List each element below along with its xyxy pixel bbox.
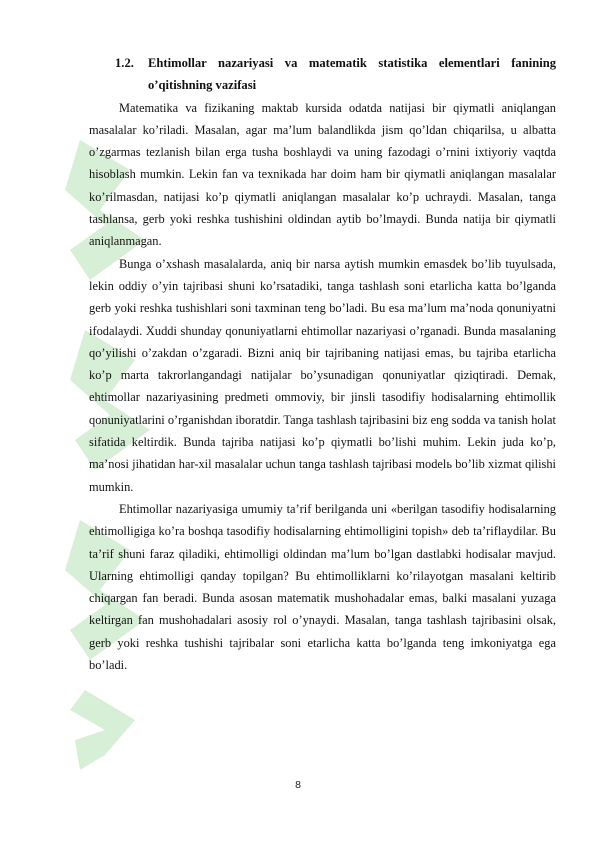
paragraph-2: Bunga o’xshash masalalarda, aniq bir narsa aytish mumkin emasdek bo’lib tuyulsada, lekin oddiy o’yin tajribasi shuni ko’rsatadiki, tanga tashlash soni etarlicha katta bo’lganda gerb yoki reshka tushishlari soni taxminan teng bo’ladi. Bu esa ma’lum ma’noda qonuniyatni ifodalaydi. Xuddi shunday qonuniyatlarni ehtimollar nazariyasi o’rganadi. Bunda masalaning qo’yilishi o’zakdan o’zgaradi. Bizni aniq bir tajribaning natijasi emas, bu tajriba etarlicha ko’p marta takrorlangandagi natijalar bo’ysunadigan qonuniyatlar qiziqtiradi. Demak, ehtimollar nazariyasining predmeti ommoviy, bir jinsli tasodifiy hodisalarning ehtimollik qonuniyatlarini o’rganishdan iboratdir. Tanga tashlash tajribasini biz eng sodda va tanish holat sifatida keltirdik. Bunda tajriba natijasi ko’p qiymatli bo’lishi muhim. Lekin juda ko’p, ma’nosi jihatidan har-xil masalalar uchun tanga tashlash tajribasi modelь bo’lib xizmat qilishi mumkin. <box>89 256 556 494</box>
paragraph-1: Matematika va fizikaning maktab kursida odatda natijasi bir qiymatli aniqlangan masalalar ko’riladi. Masalan, agar ma’lum balandlikda jism qo’ldan chiqarilsa, u albatta o’zgarmas tezlanish bilan erga tusha boshlaydi va uning fazodagi o’rnini ixtiyoriy vaqtda hisoblash mumkin. Lekin fan va texnikada har doim ham bir qiymatli aniqlangan masalalar ko’rilmasdan, natijasi ko’p qiymatli aniqlangan masalalar ko’p uchraydi. Masalan, tanga tashlansa, gerb yoki reshka tushishini oldindan aytib bo’lmaydi. Bunda natija bir qiymatli aniqlanmagan. <box>89 100 556 249</box>
section-title: Ehtimollar nazariyasi va matematik statistika elementlari fanining o’qitishning vazifasi <box>148 56 556 93</box>
paragraph-3: Ehtimollar nazariyasiga umumiy ta’rif berilganda uni «berilgan tasodifiy hodisalarning ehtimolligiga ko’ra boshqa tasodifiy hodisalarning ehtimolligini topish» deb ta’riflaydilar. Bu ta’rif shuni faraz qiladiki, ehtimolligi oldindan ma’lum bo’lgan dastlabki hodisalar mavjud. Ularning ehtimolligi qanday topilgan? Bu ehtimolliklarni ko’rilayotgan masalani keltirib chiqargan fan beradi. Bunda asosan matematik mushohadalar emas, balki masalani yuzaga keltirgan fan mushohadalari asosiy rol o’ynaydi. Masalan, tanga tashlash tajribasini olsak, gerb yoki reshka tushishi tajribalar soni etarlicha katta bo’lganda teng imkoniyatga ega bo’ladi. <box>89 501 556 673</box>
page-number: 8 <box>295 779 301 791</box>
page-content <box>89 52 556 676</box>
section-number: 1.2. <box>115 56 134 70</box>
section-heading <box>115 52 556 97</box>
